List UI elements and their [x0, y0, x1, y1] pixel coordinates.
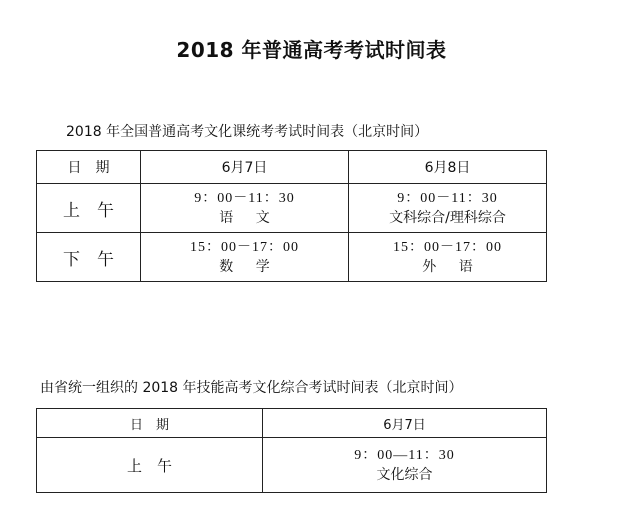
session-time: 9：00－11：30 [397, 190, 498, 206]
session-cell [349, 184, 547, 233]
table-row [37, 233, 547, 282]
day1-header-label: 6月7日 [383, 417, 426, 433]
session-subject: 数 学 [219, 258, 270, 275]
date-header-label: 日 期 [129, 417, 169, 433]
day1-header-cell [141, 151, 349, 184]
table-header-row [37, 409, 547, 438]
table-header-row [37, 151, 547, 184]
session-cell [141, 184, 349, 233]
row-label-morning: 上 午 [126, 456, 172, 475]
table-row [37, 184, 547, 233]
session-subject: 文化综合 [376, 466, 433, 483]
row-label-cell [37, 233, 141, 282]
day2-header-cell [349, 151, 547, 184]
table2-caption: 由省统一组织的 2018 年技能高考文化综合考试时间表（北京时间） [40, 380, 463, 396]
session-cell [141, 233, 349, 282]
row-label-afternoon: 下 午 [63, 249, 114, 270]
page-title: 2018 年普通高考考试时间表 [176, 38, 447, 62]
date-header-cell [37, 151, 141, 184]
row-label-cell [37, 438, 263, 493]
session-subject: 外 语 [422, 258, 473, 275]
session-subject: 文科综合/理科综合 [389, 209, 506, 226]
session-time: 9：00—11：30 [354, 447, 455, 463]
row-label-cell [37, 184, 141, 233]
session-time: 15：00－17：00 [190, 239, 299, 255]
skills-exam-schedule-table [36, 408, 547, 493]
session-time: 15：00－17：00 [393, 239, 502, 255]
day2-header-label: 6月8日 [424, 160, 471, 176]
exam-schedule-table [36, 150, 547, 282]
table1-caption: 2018 年全国普通高考文化课统考考试时间表（北京时间） [66, 124, 429, 140]
table-row [37, 438, 547, 493]
date-header-label: 日 期 [67, 160, 110, 176]
session-subject: 语 文 [219, 209, 270, 226]
date-header-cell [37, 409, 263, 438]
session-time: 9：00－11：30 [194, 190, 295, 206]
row-label-morning: 上 午 [63, 200, 114, 221]
day1-header-cell [263, 409, 547, 438]
day1-header-label: 6月7日 [221, 160, 268, 176]
session-cell [263, 438, 547, 493]
session-cell [349, 233, 547, 282]
